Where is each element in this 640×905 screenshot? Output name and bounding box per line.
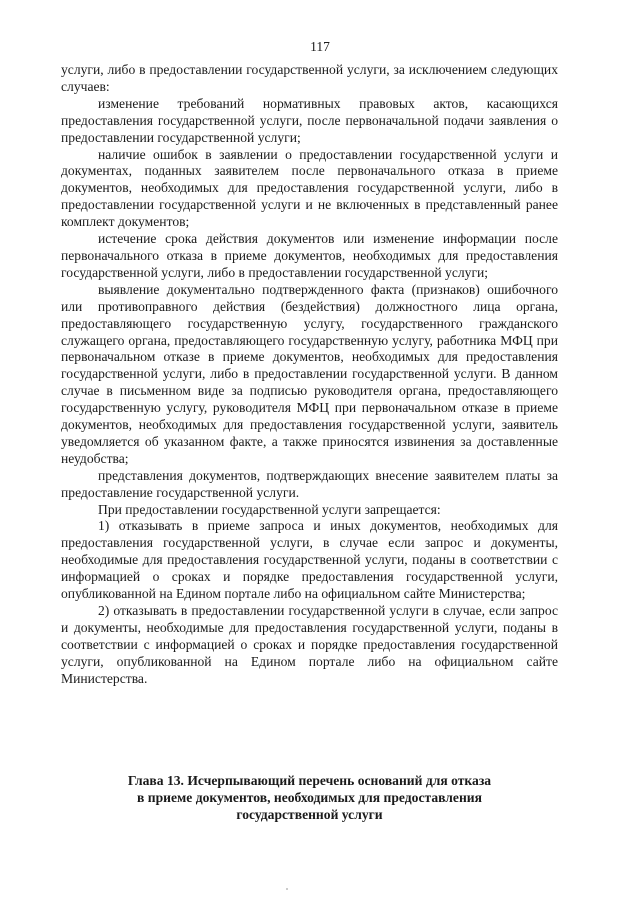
paragraph-prohibition-1: 1) отказывать в приеме запроса и иных документов, необходимых для предоставления государственной услуги, в случае если запрос и документы, необходимые для предоставления государственной услуги, поданы в соответствии с информацией о сроках и порядке предоставления государственной услуги, опубликованной на Едином портале либо на официальном сайте Министерства; [61,518,558,602]
paragraph-exception-misconduct: выявление документально подтвержденного факта (признаков) ошибочного или противоправного действия (бездействия) должностного лица органа, предоставляющего государственную услугу, государственного гражданского служащего органа, предоставляющего государственную услугу, работника МФЦ при первоначальном отказе в приеме документов, необходимых для предоставления государственной услуги, либо в предоставлении государственной услуги. В данном случае в письменном виде за подписью руководителя органа, предоставляющего государственную услугу, руководителя МФЦ при первоначальном отказе в приеме документов, необходимых для предоставления государственной услуги, заявитель уведомляется об указанном факте, а также приносятся извинения за доставленные неудобства; [61,281,558,466]
chapter-heading-line-2: в приеме документов, необходимых для предоставления [137,790,482,805]
chapter-heading-line-1: Глава 13. Исчерпывающий перечень оснований для отказа [127,773,492,788]
paragraph-exception-requirements-change: изменение требований нормативных правовых актов, касающихся предоставления государственной услуги, после первоначальной подачи заявления о предоставлении государственной услуги; [61,95,558,145]
paragraph-exception-expiry: истечение срока действия документов или изменение информации после первоначального отказа в приеме документов, необходимых для предоставления государственной услуги, либо в предоставлении государственной услуги; [61,231,558,280]
body-text [61,62,558,688]
paragraph-exception-payment: представления документов, подтверждающих внесение заявителем платы за предоставление государственной услуги. [61,467,558,500]
chapter-heading [61,772,558,823]
paragraph-intro-continuation: услуги, либо в предоставлении государственной услуги, за исключением следующих случаев: [61,62,558,94]
paragraph-exception-errors: наличие ошибок в заявлении о предоставлении государственной услуги и документах, поданных заявителем после первоначального отказа в приеме документов, необходимых для предоставления государственной услуги, либо в предоставлении государственной услуги и не включенных в представленный ранее комплект документов; [61,146,558,230]
chapter-heading-line-3: государственной услуги [236,807,383,822]
page-number: 117 [310,39,330,54]
scan-speck [286,888,288,890]
paragraph-prohibition-2: 2) отказывать в предоставлении государственной услуги в случае, если запрос и документы, необходимые для предоставления государственной услуги, поданы в соответствии с информацией о сроках и порядке предоставления государственной услуги, опубликованной на Едином портале либо на официальном сайте Министерства. [61,603,558,686]
paragraph-prohibitions-intro: При предоставлении государственной услуги запрещается: [98,501,441,517]
